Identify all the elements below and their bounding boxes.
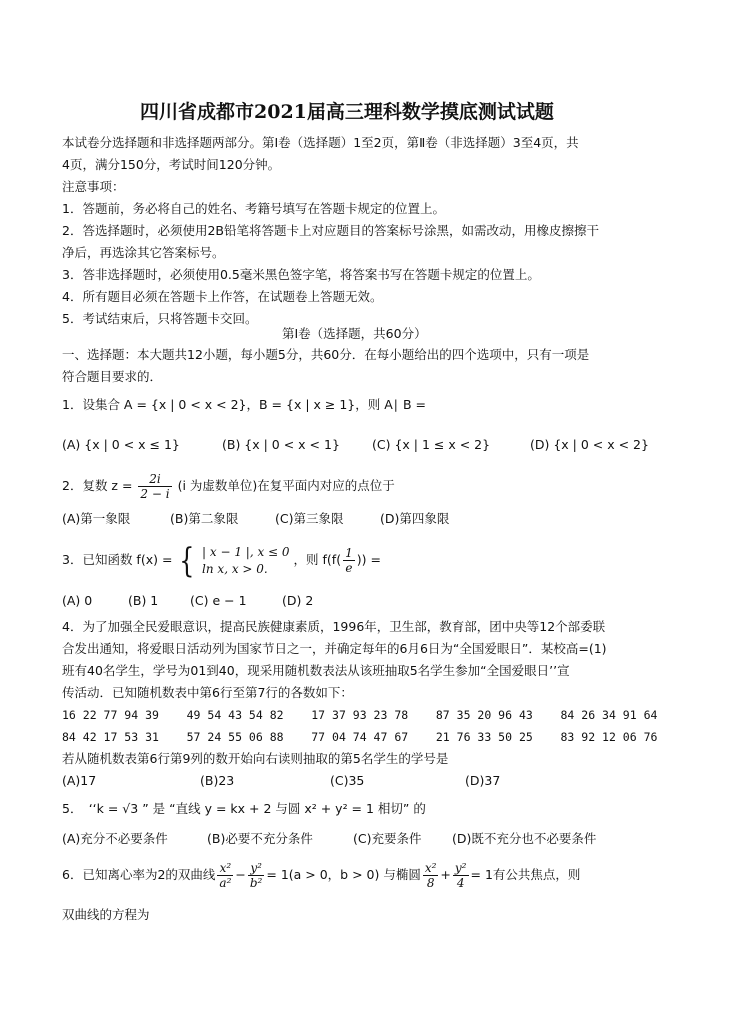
question-6-suffix: = 1有公共焦点，则 [470, 867, 581, 882]
question-4-text: 班有40名学生，学号为01到40，现采用随机数表法从该班抽取5名学生参加“全国爱眼日’’宣 [62, 663, 570, 678]
minus-sign: − [235, 867, 246, 882]
note-item: 2．答选择题时，必须使用2B铅笔将答题卡上对应题目的答案标号涂黑，如需改动，用橡皮擦擦干 [62, 223, 599, 238]
intro-line: 4页，满分150分，考试时间120分钟。 [62, 157, 281, 172]
question-5-stem: 5． ‘‘k = √3 ” 是 “直线 y = kx + 2 与圆 x² + y² = 1 相切” 的 [62, 801, 426, 816]
note-item: 3．答非选择题时，必须使用0.5毫米黑色签字笔，将答案书写在答题卡规定的位置上。 [62, 267, 540, 282]
question-6-prefix: 6．已知离心率为2的双曲线 [62, 867, 216, 882]
question-3-stem [62, 540, 381, 580]
question-3-mid: ，则 f(f( [293, 552, 342, 567]
question-5-option-d: (D)既不充分也不必要条件 [452, 831, 597, 846]
question-6-fraction [217, 861, 233, 890]
question-4-text: 合发出通知，将爱眼日活动列为国家节日之一，并确定每年的6月6日为“全国爱眼日”．某校高=(1) [62, 641, 607, 656]
question-3-fraction [343, 546, 355, 575]
notes-heading: 注意事项： [62, 179, 125, 194]
fraction-numerator: 2i [138, 472, 171, 487]
question-5-option-a: (A)充分不必要条件 [62, 831, 168, 846]
fraction-denominator: 2 − i [140, 487, 170, 501]
question-2-stem [62, 468, 395, 504]
fraction-numerator: x² [217, 861, 233, 876]
section-heading: 第Ⅰ卷（选择题，共60分） [282, 326, 427, 341]
page-title: 四川省成都市2021届高三理科数学摸底测试试题 [140, 101, 554, 123]
question-6-condition: = 1(a > 0，b > 0) 与椭圆 [266, 867, 421, 882]
question-6-fraction [423, 861, 439, 890]
question-4-text: 若从随机数表第6行第9列的数开始向右读则抽取的第5名学生的学号是 [62, 751, 449, 766]
question-6-fraction [248, 861, 265, 890]
question-6-text: 双曲线的方程为 [62, 907, 150, 922]
question-2-option-a: (A)第一象限 [62, 511, 131, 526]
question-6-stem [62, 856, 580, 894]
question-2-option-d: (D)第四象限 [380, 511, 450, 526]
question-6-fraction [453, 861, 469, 890]
question-1-option-d: (D) {x | 0 < x < 2} [530, 437, 649, 452]
question-1-option-b: (B) {x | 0 < x < 1} [222, 437, 340, 452]
question-4-option-b: (B)23 [200, 773, 235, 788]
intro-line: 本试卷分选择题和非选择题两部分。第Ⅰ卷（选择题）1至2页，第Ⅱ卷（非选择题）3至4页，共 [62, 135, 579, 150]
question-2-prefix: 2．复数 z = [62, 478, 133, 493]
question-2-suffix: (i 为虚数单位)在复平面内对应的点位于 [177, 478, 395, 493]
question-4-option-a: (A)17 [62, 773, 97, 788]
question-3-option-a: (A) 0 [62, 593, 93, 608]
fraction-denominator: 8 [426, 876, 435, 890]
fraction-numerator: y² [454, 861, 467, 875]
question-3-option-b: (B) 1 [128, 593, 159, 608]
case-line: | x − 1 |, x ≤ 0 [202, 544, 290, 559]
note-item: 净后，再选涂其它答案标号。 [62, 245, 225, 260]
question-3-option-d: (D) 2 [282, 593, 314, 608]
question-2-option-b: (B)第二象限 [170, 511, 239, 526]
fraction-numerator: y² [248, 861, 265, 876]
note-item: 5．考试结束后，只将答题卡交回。 [62, 311, 258, 326]
question-2-fraction [138, 472, 171, 501]
question-3-suffix: )) = [356, 552, 381, 567]
case-line: ln x, x > 0. [202, 561, 268, 576]
plus-sign: + [440, 867, 451, 882]
fraction-denominator: 4 [456, 876, 465, 890]
question-4-option-c: (C)35 [330, 773, 365, 788]
question-1-option-c: (C) {x | 1 ≤ x < 2} [372, 437, 491, 452]
piecewise-cases [202, 544, 290, 578]
section-instructions: 符合题目要求的． [62, 369, 163, 384]
section-instructions: 一、选择题：本大题共12小题，每小题5分，共60分．在每小题给出的四个选项中，只有一项是 [62, 347, 590, 362]
fraction-numerator: 1 [345, 546, 353, 560]
question-4-text: 4．为了加强全民爱眼意识，提高民族健康素质，1996年，卫生部，教育部，团中央等12个部委联 [62, 619, 606, 634]
brace-glyph: { [179, 540, 195, 581]
question-3-prefix: 3．已知函数 f(x) = [62, 552, 173, 567]
question-2-option-c: (C)第三象限 [275, 511, 344, 526]
note-item: 1．答题前，务必将自己的姓名、考籍号填写在答题卡规定的位置上。 [62, 201, 445, 216]
question-4-text: 传活动．已知随机数表中第6行至第7行的各数如下： [62, 685, 353, 700]
random-table-row-7: 84 42 17 53 31 57 24 55 06 88 77 04 74 47 67 21 76 33 50 25 83 92 12 06 76 [62, 730, 658, 744]
question-1-option-a: (A) {x | 0 < x ≤ 1} [62, 437, 180, 452]
note-item: 4．所有题目必须在答题卡上作答，在试题卷上答题无效。 [62, 289, 383, 304]
question-4-option-d: (D)37 [465, 773, 501, 788]
question-5-option-b: (B)必要不充分条件 [207, 831, 313, 846]
random-table-row-6: 16 22 77 94 39 49 54 43 54 82 17 37 93 23 78 87 35 20 96 43 84 26 34 91 64 [62, 708, 658, 722]
fraction-denominator: b² [249, 876, 263, 890]
fraction-denominator: a² [219, 876, 232, 890]
question-5-option-c: (C)充要条件 [353, 831, 422, 846]
fraction-numerator: x² [424, 861, 437, 875]
question-3-option-c: (C) e − 1 [190, 593, 247, 608]
question-1-stem: 1．设集合 A = {x | 0 < x < 2}，B = {x | x ≥ 1}，则 A∣ B = [62, 397, 427, 412]
fraction-denominator: e [345, 561, 353, 575]
